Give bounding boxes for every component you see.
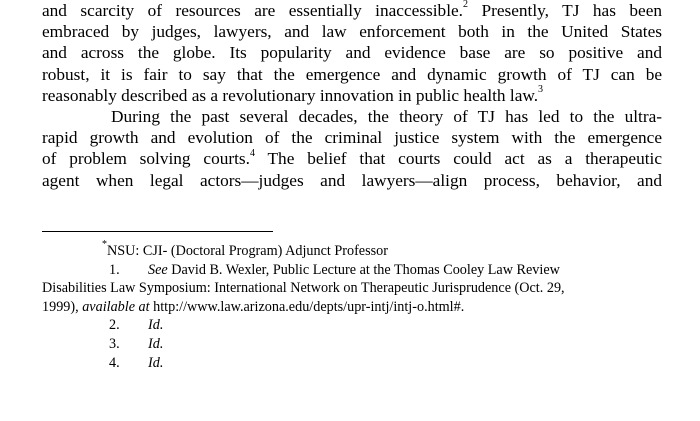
footnote-1-line-2: Disabilities Law Symposium: International Network on Therapeutic Jurisprudence (Oct. 29, xyxy=(42,280,565,297)
body-line-1-tail: Presently, TJ has been xyxy=(468,1,663,20)
body-line-8-text: of problem solving courts. xyxy=(42,149,250,169)
body-line-3: and across the globe. Its popularity and evidence base are so positive and xyxy=(42,43,662,63)
footnote-affiliation xyxy=(42,239,662,261)
footnote-3 xyxy=(42,335,662,354)
footnote-1-text-c-pre: 1999), xyxy=(42,298,83,315)
footnote-1-text-a: David B. Wexler, Public Lecture at the Thomas Cooley Law Review xyxy=(167,261,560,278)
affiliation-text: NSU: CJI- (Doctoral Program) Adjunct Professor xyxy=(107,243,388,259)
footnotes xyxy=(42,239,662,372)
footnote-3-number: 3. xyxy=(109,335,120,352)
footnote-4-number: 4. xyxy=(109,354,120,371)
affiliation-mark: * xyxy=(102,239,107,251)
body-line-5-text: reasonably described as a revolutionary innovation in public health law. xyxy=(42,85,539,105)
footnote-4 xyxy=(42,354,662,373)
footnote-separator xyxy=(42,231,273,232)
footnote-1-see: See xyxy=(148,261,168,278)
body-line-9: agent when legal actors—judges and lawyers—align process, behavior, and xyxy=(42,170,662,190)
footnote-1-url[interactable]: http://www.law.arizona.edu/depts/upr-intj/intj-o.html#. xyxy=(149,298,465,315)
body-line-7: rapid growth and evolution of the criminal justice system with the emergence xyxy=(42,128,662,148)
body-line-2: embraced by judges, lawyers, and law enforcement both in the United States xyxy=(42,22,662,42)
body-line-1 xyxy=(42,0,662,21)
footnote-ref-2[interactable]: 2 xyxy=(463,0,468,11)
body-line-8-tail: The belief that courts could act as a therapeutic xyxy=(254,149,662,169)
footnote-2-text: Id. xyxy=(148,317,164,334)
footnote-ref-4[interactable]: 4 xyxy=(249,147,255,159)
footnote-1-line-3 xyxy=(42,298,662,317)
footnote-3-text: Id. xyxy=(148,335,164,352)
body-line-6: During the past several decades, the theory of TJ has led to the ultra- xyxy=(111,107,662,127)
footnote-2 xyxy=(42,316,662,335)
footnote-ref-3[interactable]: 3 xyxy=(538,84,544,96)
body-line-1-text: and scarcity of resources are essentially inaccessible. xyxy=(42,1,463,20)
footnote-1 xyxy=(42,261,662,280)
body-line-8 xyxy=(42,148,662,169)
main-text xyxy=(42,0,662,191)
footnote-4-text: Id. xyxy=(148,354,164,371)
body-line-4: robust, it is fair to say that the emergence and dynamic growth of TJ can be xyxy=(42,64,662,84)
footnote-1-available-at: available at xyxy=(82,298,150,315)
footnote-2-number: 2. xyxy=(109,317,120,334)
footnote-1-number: 1. xyxy=(109,261,120,278)
body-line-5 xyxy=(42,85,662,106)
